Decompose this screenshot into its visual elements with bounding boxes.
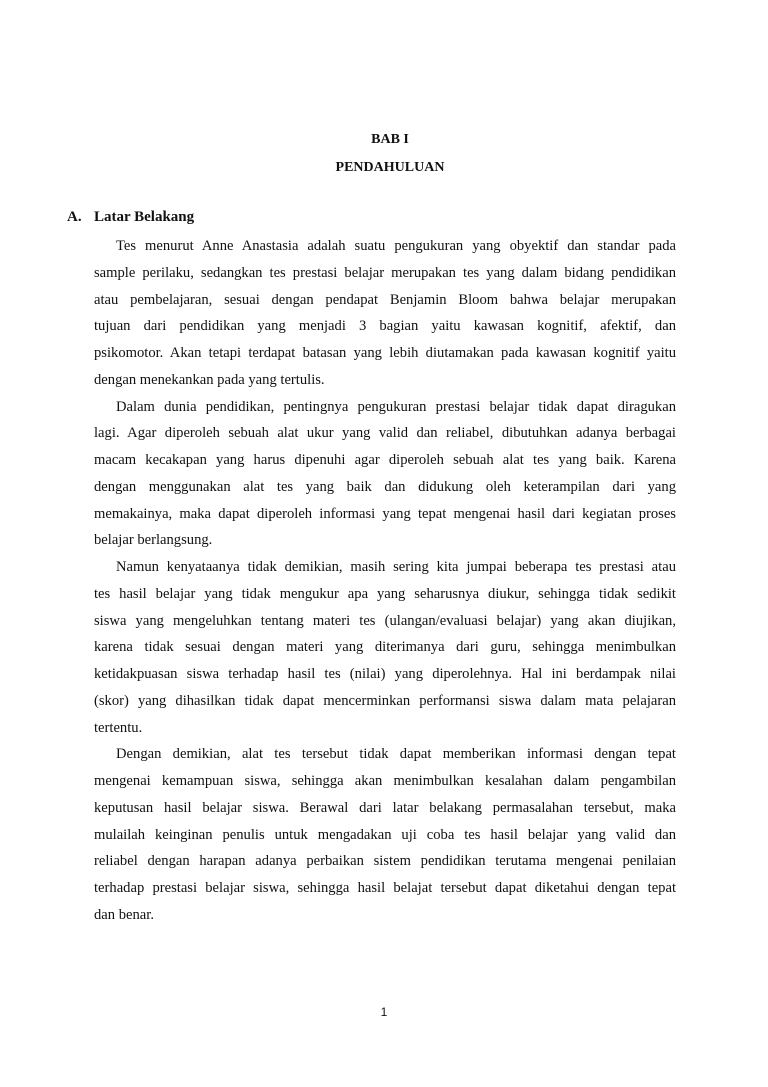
text-line: Dalam dunia pendidikan, pentingnya pengukuran prestasi belajar tidak dapat diragukan: [116, 398, 676, 415]
text-line: Namun kenyataanya tidak demikian, masih sering kita jumpai beberapa tes prestasi atau: [116, 559, 676, 575]
body-text: [94, 236, 676, 932]
chapter-label: BAB I: [371, 132, 409, 147]
text-line: macam kecakapan yang harus dipenuhi agar diperoleh sebuah alat tes yang baik. Karena: [94, 452, 676, 468]
text-line: Dengan demikian, alat tes tersebut tidak dapat memberikan informasi dengan tepat: [116, 746, 676, 763]
page-number: 1: [380, 1005, 388, 1019]
text-line: ketidakpuasan siswa terhadap hasil tes (nilai) yang diperolehnya. Hal ini berdampak nilai: [94, 666, 676, 682]
text-line: (skor) yang dihasilkan tidak dapat mencerminkan performansi siswa dalam mata pelajaran: [94, 692, 676, 709]
paragraph: [94, 397, 676, 558]
paragraph: [94, 236, 676, 397]
chapter-title: PENDAHULUAN: [335, 160, 445, 175]
text-line: mengenai kemampuan siswa, sehingga akan menimbulkan kesalahan dalam pengambilan: [94, 773, 676, 789]
text-line: tertentu.: [94, 719, 143, 736]
text-line: lagi. Agar diperoleh sebuah alat ukur yang valid dan reliabel, dibutuhkan adanya berbagai: [94, 425, 676, 442]
section-number: A.: [67, 209, 82, 225]
section-title: Latar Belakang: [94, 209, 195, 225]
text-line: tujuan dari pendidikan yang menjadi 3 bagian yaitu kawasan kognitif, afektif, dan: [94, 318, 676, 335]
text-line: dengan menekankan pada yang tertulis.: [94, 371, 325, 388]
text-line: belajar berlangsung.: [94, 532, 213, 549]
paragraph: [94, 557, 676, 744]
text-line: dan benar.: [94, 906, 154, 923]
text-line: tes hasil belajar yang tidak mengukur apa yang seharusnya diukur, sehingga tidak sedikit: [94, 585, 676, 602]
paragraph: [94, 744, 676, 931]
text-line: Tes menurut Anne Anastasia adalah suatu pengukuran yang obyektif dan standar pada: [116, 238, 676, 254]
text-line: karena tidak sesuai dengan materi yang diterimanya dari guru, sehingga menimbulkan: [94, 639, 676, 656]
text-line: sample perilaku, sedangkan tes prestasi belajar merupakan tes yang dalam bidang pendidikan: [94, 264, 676, 281]
section-heading: [67, 209, 194, 226]
text-line: keputusan hasil belajar siswa. Berawal dari latar belakang permasalahan tersebut, maka: [94, 799, 676, 816]
text-line: psikomotor. Akan tetapi terdapat batasan yang lebih diutamakan pada kawasan kognitif yaitu: [94, 345, 676, 361]
text-line: reliabel dengan harapan adanya perbaikan sistem pendidikan terutama mengenai penilaian: [94, 853, 676, 870]
text-line: atau pembelajaran, sesuai dengan pendapat Benjamin Bloom bahwa belajar merupakan: [94, 291, 676, 308]
text-line: mulailah keinginan penulis untuk mengadakan uji coba tes hasil belajar yang valid dan: [94, 826, 676, 843]
text-line: siswa yang mengeluhkan tentang materi tes (ulangan/evaluasi belajar) yang akan diujikan,: [94, 612, 676, 629]
text-line: memakainya, maka dapat diperoleh informasi yang tepat mengenai hasil dari kegiatan proses: [94, 505, 676, 522]
text-line: terhadap prestasi belajar siswa, sehingga hasil belajat tersebut dapat diketahui dengan tepat: [94, 880, 676, 896]
text-line: dengan menggunakan alat tes yang baik dan didukung oleh keterampilan dari yang: [94, 478, 676, 495]
